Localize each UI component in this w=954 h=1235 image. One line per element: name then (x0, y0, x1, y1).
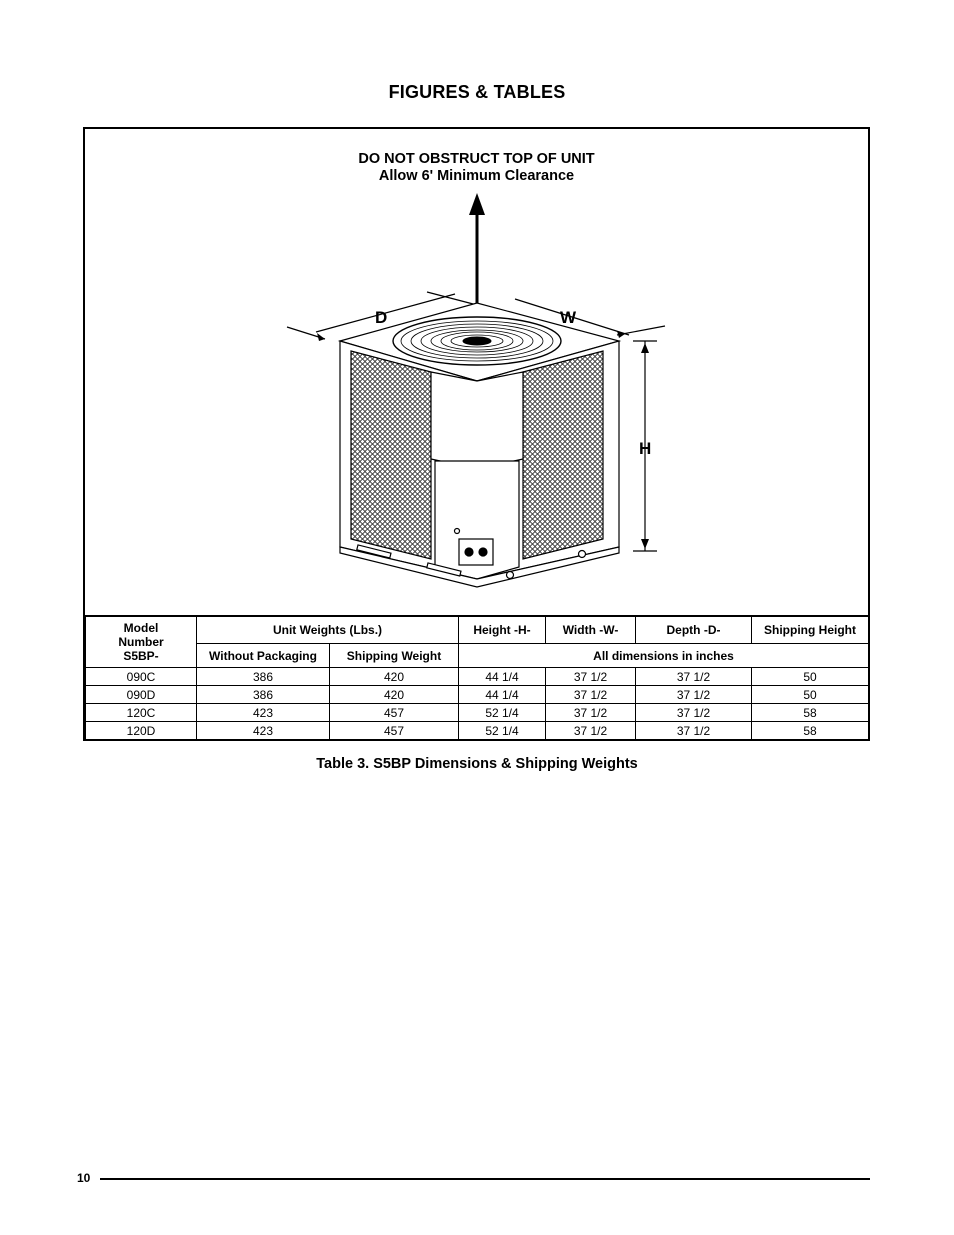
cell-height: 44 1/4 (459, 668, 546, 686)
cell-shipping-weight: 420 (330, 686, 459, 704)
cell-model: 120D (86, 722, 197, 740)
unit-figure (85, 129, 868, 615)
cell-depth: 37 1/2 (636, 686, 752, 704)
table-caption: Table 3. S5BP Dimensions & Shipping Weights (316, 756, 638, 772)
section-title: FIGURES & TABLES (388, 82, 566, 102)
cell-shipping-weight: 457 (330, 704, 459, 722)
cell-height: 44 1/4 (459, 686, 546, 704)
cell-shipping-height: 50 (752, 686, 869, 704)
condenser-unit-illustration (85, 129, 868, 615)
cell-depth: 37 1/2 (636, 704, 752, 722)
cell-without-packaging: 423 (197, 704, 330, 722)
cell-shipping-height: 58 (752, 704, 869, 722)
depth-header: Depth -D- (636, 616, 752, 644)
cell-depth: 37 1/2 (636, 722, 752, 740)
cell-width: 37 1/2 (546, 722, 636, 740)
table-row (86, 704, 869, 722)
cell-height: 52 1/4 (459, 704, 546, 722)
model-header-line-2: Number (118, 635, 164, 649)
model-header-line-1: Model (123, 621, 159, 635)
notice-line-2: Allow 6' Minimum Clearance (378, 168, 575, 184)
shipping-weight-header: Shipping Weight (330, 644, 459, 668)
cell-height: 52 1/4 (459, 722, 546, 740)
table-row (86, 668, 869, 686)
cell-shipping-weight: 457 (330, 722, 459, 740)
cell-width: 37 1/2 (546, 686, 636, 704)
height-header: Height -H- (459, 616, 546, 644)
dimensions-note: All dimensions in inches (459, 644, 869, 668)
dimensions-table (85, 615, 869, 740)
footer-rule (100, 1178, 870, 1180)
cell-model: 090C (86, 668, 197, 686)
table-row (86, 722, 869, 740)
cell-without-packaging: 386 (197, 686, 330, 704)
label-h: H (639, 439, 652, 458)
cell-width: 37 1/2 (546, 704, 636, 722)
cell-model: 120C (86, 704, 197, 722)
model-header-line-3: S5BP- (123, 649, 159, 663)
cell-width: 37 1/2 (546, 668, 636, 686)
model-header (86, 616, 197, 668)
cell-depth: 37 1/2 (636, 668, 752, 686)
label-d: D (375, 308, 388, 327)
cell-without-packaging: 386 (197, 668, 330, 686)
weights-header: Unit Weights (Lbs.) (197, 616, 459, 644)
cell-without-packaging: 423 (197, 722, 330, 740)
label-w: W (560, 308, 577, 327)
figure-box (83, 127, 870, 741)
cell-model: 090D (86, 686, 197, 704)
cell-shipping-height: 58 (752, 722, 869, 740)
page-number: 10 (77, 1171, 91, 1185)
notice-line-1: DO NOT OBSTRUCT TOP OF UNIT (358, 151, 595, 167)
without-packaging-header: Without Packaging (197, 644, 330, 668)
shipping-height-header: Shipping Height (752, 616, 869, 644)
fan-guard (393, 317, 561, 365)
width-header: Width -W- (546, 616, 636, 644)
table-row (86, 686, 869, 704)
cell-shipping-weight: 420 (330, 668, 459, 686)
cell-shipping-height: 50 (752, 668, 869, 686)
